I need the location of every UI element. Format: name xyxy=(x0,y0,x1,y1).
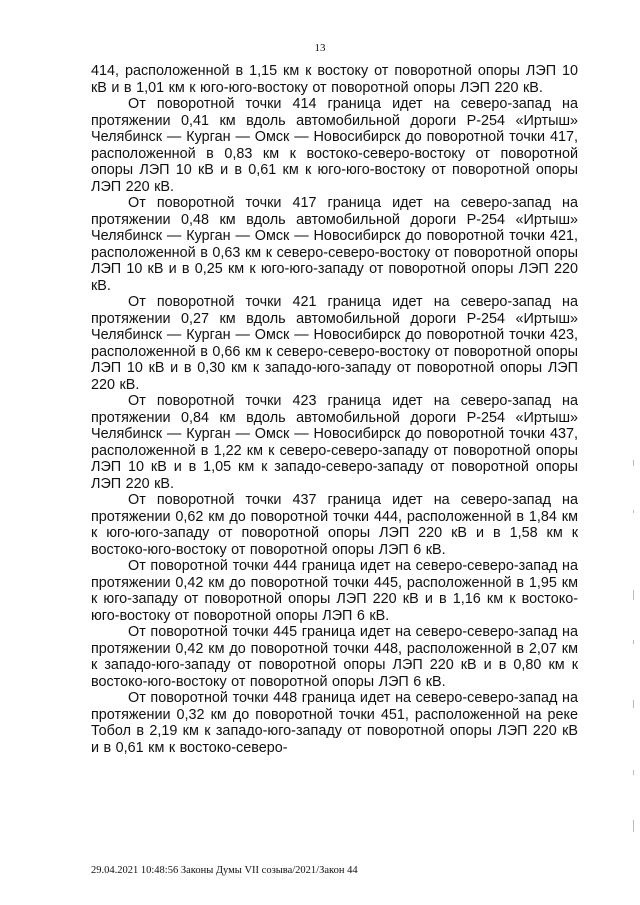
paragraph: От поворотной точки 444 граница идет на северо-северо-запад на протяжении 0,42 км до поворотной точки 445, расположенной в 1,95 км к юго-западу от поворотной опоры ЛЭП 220 кВ и в 1,16 км к востоко-юго-востоку от поворотной опоры ЛЭП 6 кВ. xyxy=(91,558,578,624)
paragraph: От поворотной точки 421 граница идет на северо-запад на протяжении 0,27 км вдоль автомобильной дороги Р-254 «Иртыш» Челябинск — Курган — Омск — Новосибирск до поворотной точки 423, расположенной в 0,66 км к северо-северо-востоку от поворотной опоры ЛЭП 10 кВ и в 0,30 км к западо-юго-западу от поворотной опоры ЛЭП 220 кВ. xyxy=(91,294,578,393)
paragraph: От поворотной точки 448 граница идет на северо-северо-запад на протяжении 0,32 км до поворотной точки 451, расположенной на реке Тобол в 2,19 км к западо-юго-западу от поворотной опоры ЛЭП 220 кВ и в 0,61 км к востоко-северо- xyxy=(91,690,578,756)
paragraph: От поворотной точки 417 граница идет на северо-запад на протяжении 0,48 км вдоль автомобильной дороги Р-254 «Иртыш» Челябинск — Курган — Омск — Новосибирск до поворотной точки 421, расположенной в 0,63 км к северо-северо-востоку от поворотной опоры ЛЭП 10 кВ и в 0,25 км к юго-юго-западу от поворотной опоры ЛЭП 220 кВ. xyxy=(91,195,578,294)
paragraph: От поворотной точки 445 граница идет на северо-северо-запад на протяжении 0,42 км до поворотной точки 448, расположенной в 2,07 км к западо-юго-западу от поворотной опоры ЛЭП 220 кВ и в 0,80 км к востоко-юго-востоку от поворотной опоры ЛЭП 6 кВ. xyxy=(91,624,578,690)
paragraph: 414, расположенной в 1,15 км к востоку от поворотной опоры ЛЭП 10 кВ и в 1,01 км к юго-юго-востоку от поворотной опоры ЛЭП 220 кВ. xyxy=(91,63,578,96)
scan-margin-marks xyxy=(632,440,636,870)
document-footer: 29.04.2021 10:48:56 Законы Думы VII созыва/2021/Закон 44 xyxy=(91,865,358,876)
document-body xyxy=(91,63,578,756)
paragraph: От поворотной точки 437 граница идет на северо-запад на протяжении 0,62 км до поворотной точки 444, расположенной в 1,84 км к юго-юго-западу от поворотной опоры ЛЭП 220 кВ и в 1,58 км к востоко-юго-востоку от поворотной опоры ЛЭП 6 кВ. xyxy=(91,492,578,558)
paragraph: От поворотной точки 414 граница идет на северо-запад на протяжении 0,41 км вдоль автомобильной дороги Р-254 «Иртыш» Челябинск — Курган — Омск — Новосибирск до поворотной точки 417, расположенной в 0,83 км к востоко-северо-востоку от поворотной опоры ЛЭП 10 кВ и в 0,61 км к юго-юго-востоку от поворотной опоры ЛЭП 220 кВ. xyxy=(91,96,578,195)
page-number: 13 xyxy=(314,42,326,54)
paragraph: От поворотной точки 423 граница идет на северо-запад на протяжении 0,84 км вдоль автомобильной дороги Р-254 «Иртыш» Челябинск — Курган — Омск — Новосибирск до поворотной точки 437, расположенной в 1,22 км к северо-северо-западу от поворотной опоры ЛЭП 10 кВ и в 1,05 км к западо-северо-западу от поворотной опоры ЛЭП 220 кВ. xyxy=(91,393,578,492)
